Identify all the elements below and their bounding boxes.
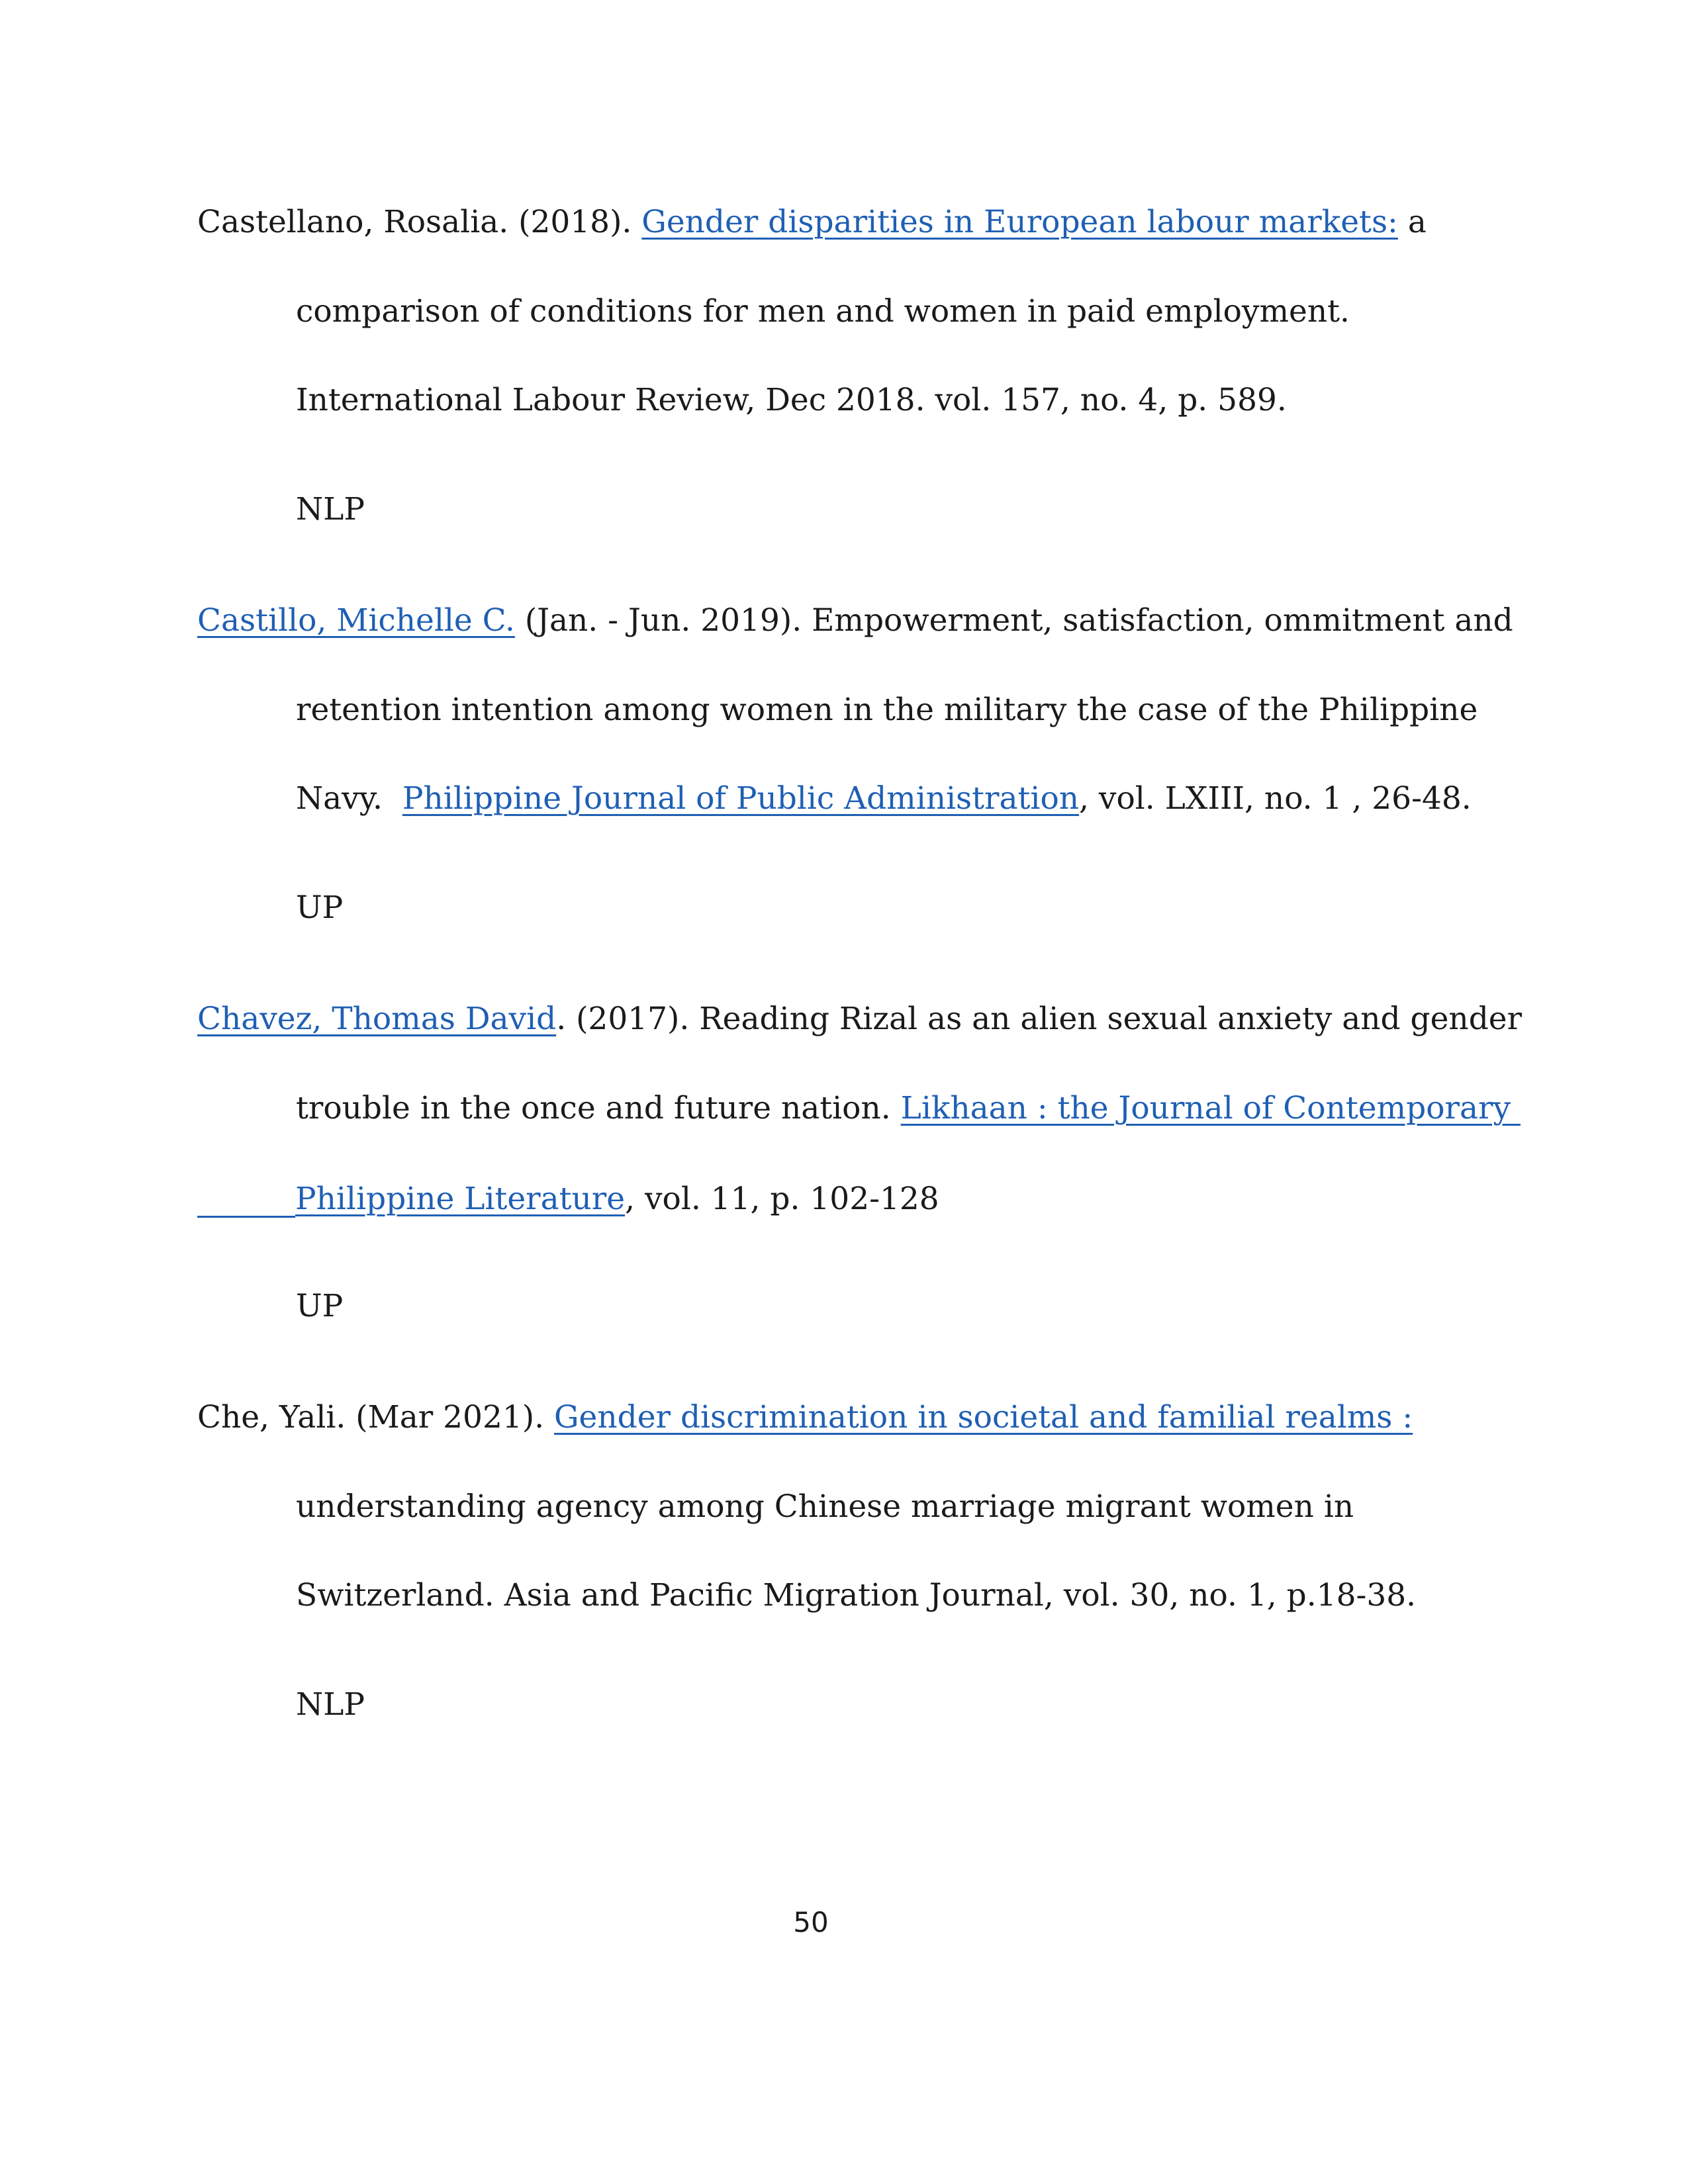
journal-link-underline-pad: [197, 1176, 295, 1218]
entry-3-author-link[interactable]: Chavez, Thomas David: [197, 1001, 557, 1037]
entry-3-location: UP: [296, 1288, 344, 1324]
entry-1-line-3: International Labour Review, Dec 2018. vol. 157, no. 4, p. 589.: [296, 382, 1287, 418]
entry-4-author-date: Che, Yali. (Mar 2021).: [197, 1399, 554, 1435]
entry-3-journal-link[interactable]: Likhaan : the Journal of Contemporary: [900, 1090, 1521, 1126]
entry-4-line-3: Switzerland. Asia and Pacific Migration Journal, vol. 30, no. 1, p.18-38.: [296, 1577, 1417, 1614]
entry-2-journal-link[interactable]: Philippine Journal of Public Administration: [402, 780, 1080, 817]
entry-3-journal-link-cont[interactable]: Philippine Literature: [295, 1181, 626, 1217]
entry-3-line-1: [197, 999, 1522, 1039]
entry-2-author-link[interactable]: Castillo, Michelle C.: [197, 602, 515, 639]
entry-3-title: . (2017). Reading Rizal as an alien sexual anxiety and gender: [556, 1001, 1523, 1037]
entry-4-line-2: understanding agency among Chinese marriage migrant women in: [296, 1488, 1354, 1525]
entry-2-volume: , vol. LXIII, no. 1 , 26-48.: [1079, 780, 1472, 817]
entry-4-line-1: [197, 1398, 1413, 1437]
entry-1-title-link[interactable]: Gender disparities in European labour markets:: [641, 204, 1398, 240]
entry-1-line-1: [197, 203, 1427, 242]
entry-3-line-3: [197, 1177, 939, 1219]
entry-1-location: NLP: [296, 491, 365, 527]
entry-2-location: UP: [296, 889, 344, 926]
entry-3-title-end: trouble in the once and future nation.: [296, 1090, 901, 1126]
entry-2-title: (Jan. - Jun. 2019). Empowerment, satisfaction, ommitment and: [514, 602, 1513, 639]
entry-1-author-date: Castellano, Rosalia. (2018).: [197, 204, 642, 240]
page-number: 50: [793, 1906, 829, 1938]
entry-2-line-3: [296, 779, 1472, 819]
entry-4-location: NLP: [296, 1686, 365, 1723]
entry-1-title-cont: a: [1397, 204, 1427, 240]
entry-3-line-2: [296, 1089, 1521, 1128]
entry-3-volume: , vol. 11, p. 102-128: [625, 1181, 939, 1217]
entry-4-title-link[interactable]: Gender discrimination in societal and familial realms :: [554, 1399, 1413, 1435]
entry-1-line-2: comparison of conditions for men and women in paid employment.: [296, 293, 1350, 330]
entry-2-line-1: [197, 601, 1513, 641]
entry-2-title-end: Navy.: [296, 780, 402, 817]
entry-2-line-2: retention intention among women in the military the case of the Philippine: [296, 692, 1478, 728]
